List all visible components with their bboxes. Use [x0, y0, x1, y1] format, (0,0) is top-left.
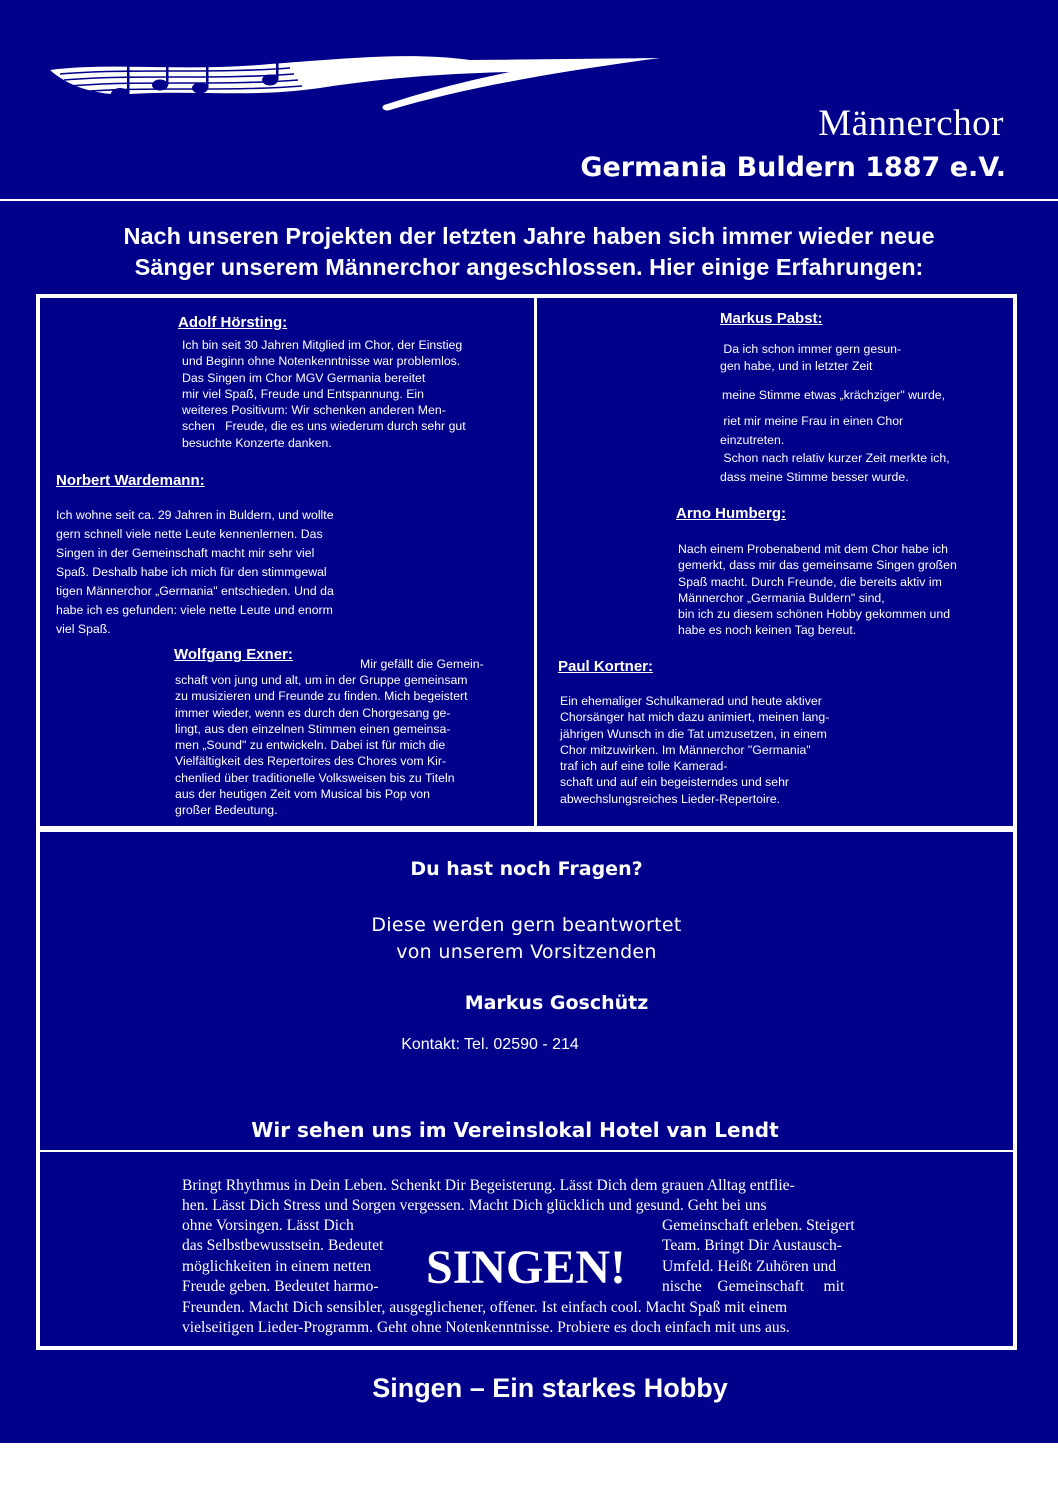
testimonial-text-kortner: Ein ehemaliger Schulkamerad und heute aktiver Chorsänger hat mich dazu animiert, meinen lang- jährigen Wunsch in die Tat umzusetzen, in einem Chor mitzuwirken. Im Männerchor "Germania" traf ich auf eine tolle Kamerad- schaft und auf ein begeisterndes und sehr abwechslungsreiches Lieder-Repertoire.: [560, 694, 830, 806]
meeting-location: Wir sehen uns im Vereinslokal Hotel van Lendt: [251, 1118, 779, 1142]
testimonial-name-humberg: [676, 505, 786, 522]
testimonial-name-kortner: Paul Kortner:: [558, 658, 654, 675]
humberg-name-text: Arno Humberg: [676, 505, 781, 522]
column-divider: [534, 298, 537, 827]
answer-text: [40, 912, 1013, 966]
testimonial-text-exner: schaft von jung und alt, um in der Gruppe gemeinsam zu musizieren und Freunde zu finden. Mich begeistert immer wieder, wenn es durch den Chorgesang ge- lingt, aus den einzelnen Stimmen einen gemeinsa- men „Sound" zu entwickeln. Dabei ist für mich die Vielfältigkeit des Repertoires des Chores vom Kir- chenlied über traditionelle Volksweisen bis zu Titeln aus der heutigen Zeit vom Musical bis Pop von großer Bedeutung.: [175, 673, 468, 818]
testimonial-name-wardemann: Norbert Wardemann:: [56, 472, 205, 489]
choir-title: Männerchor: [818, 103, 1004, 144]
singen-text-right: Gemeinschaft erleben. Steigert Team. Bringt Dir Austausch- Umfeld. Heißt Zuhören und nische Gemeinschaft mit: [662, 1217, 855, 1296]
header-divider: [0, 199, 1058, 201]
section-divider-testimonials: [40, 826, 1013, 832]
answer-line-2: von unserem Vorsitzenden: [396, 941, 657, 963]
testimonial-text-pabst-1: Da ich schon immer gern gesun- gen habe, und in letzter Zeit: [720, 342, 902, 373]
intro-line-1: Nach unseren Projekten der letzten Jahre haben sich immer wieder neue: [123, 223, 935, 249]
contact-phone: Kontakt: Tel. 02590 - 214: [401, 1036, 579, 1053]
singen-headline: SINGEN!: [426, 1241, 627, 1294]
hoersting-name-text: Adolf Hörsting: [178, 314, 283, 331]
testimonial-name-pabst: Markus Pabst:: [720, 310, 823, 327]
testimonial-text-exner-first: Mir gefällt die Gemein-: [360, 657, 484, 671]
hoersting-name-colon: :: [282, 314, 288, 331]
testimonial-text-wardemann: Ich wohne seit ca. 29 Jahren in Buldern, und wollte gern schnell viele nette Leute kennenlernen. Das Singen in der Gemeinschaft macht mir sehr viel Spaß. Deshalb habe ich mich für den stimmgewal tigen Männerchor „Germania" entschieden. Und da habe ich es gefunden: viele nette Leute und enorm viel Spaß.: [56, 508, 334, 636]
chairman-name: Markus Goschütz: [464, 992, 649, 1014]
singen-text-top: Bringt Rhythmus in Dein Leben. Schenkt Dir Begeisterung. Lässt Dich dem grauen Alltag entflie- hen. Lässt Dich Stress und Sorgen vergessen. Macht Dich glücklich und gesund. Geht bei uns: [182, 1177, 795, 1215]
question-heading: Du hast noch Fragen?: [410, 858, 643, 880]
humberg-name-colon: :: [781, 505, 786, 522]
testimonial-text-hoersting: Ich bin seit 30 Jahren Mitglied im Chor, der Einstieg und Beginn ohne Notenkenntnisse war problemlos. Das Singen im Chor MGV Germania bereitet mir viel Spaß, Freude und Entspannung. Ein weiteres Positivum: Wir schenken anderen Men- schen Freude, die es uns wiederum durch sehr gut besuchte Konzerte danken.: [182, 338, 466, 450]
testimonial-text-humberg: Nach einem Probenabend mit dem Chor habe ich gemerkt, dass mir das gemeinsame Singen großen Spaß macht. Durch Freunde, die bereits aktiv im Männerchor „Germania Buldern" sind, bin ich zu diesem schönen Hobby gekommen und habe es noch keinen Tag bereut.: [678, 542, 957, 638]
testimonial-text-pabst-2: meine Stimme etwas „krächziger" wurde,: [722, 388, 946, 402]
testimonial-name-exner: Wolfgang Exner:: [174, 646, 293, 663]
intro-text: [40, 221, 1018, 283]
choir-subtitle: Germania Buldern 1887 e.V.: [580, 152, 1006, 183]
singen-text-left: ohne Vorsingen. Lässt Dich das Selbstbewusstsein. Bedeutet möglichkeiten in einem netten Freude geben. Bedeutet harmo-: [182, 1217, 384, 1296]
answer-line-1: Diese werden gern beantwortet: [371, 914, 682, 936]
music-notes-logo-icon: [50, 50, 660, 125]
testimonial-text-pabst-3: riet mir meine Frau in einen Chor einzutreten. Schon nach relativ kurzer Zeit merkte ich, dass meine Stimme besser wurde.: [720, 414, 950, 484]
footer-slogan: Singen – Ein starkes Hobby: [372, 1373, 728, 1403]
testimonial-name-hoersting: [178, 314, 287, 331]
singen-text-bottom: Freunden. Macht Dich sensibler, ausgeglichener, offener. Ist einfach cool. Macht Spaß mit einem vielseitigen Lieder-Programm. Geht ohne Notenkenntnisse. Probiere es doch einfach mit uns aus.: [182, 1299, 790, 1337]
section-divider-contact: [40, 1150, 1013, 1152]
intro-line-2: Sänger unserem Männerchor angeschlossen. Hier einige Erfahrungen:: [134, 254, 924, 280]
